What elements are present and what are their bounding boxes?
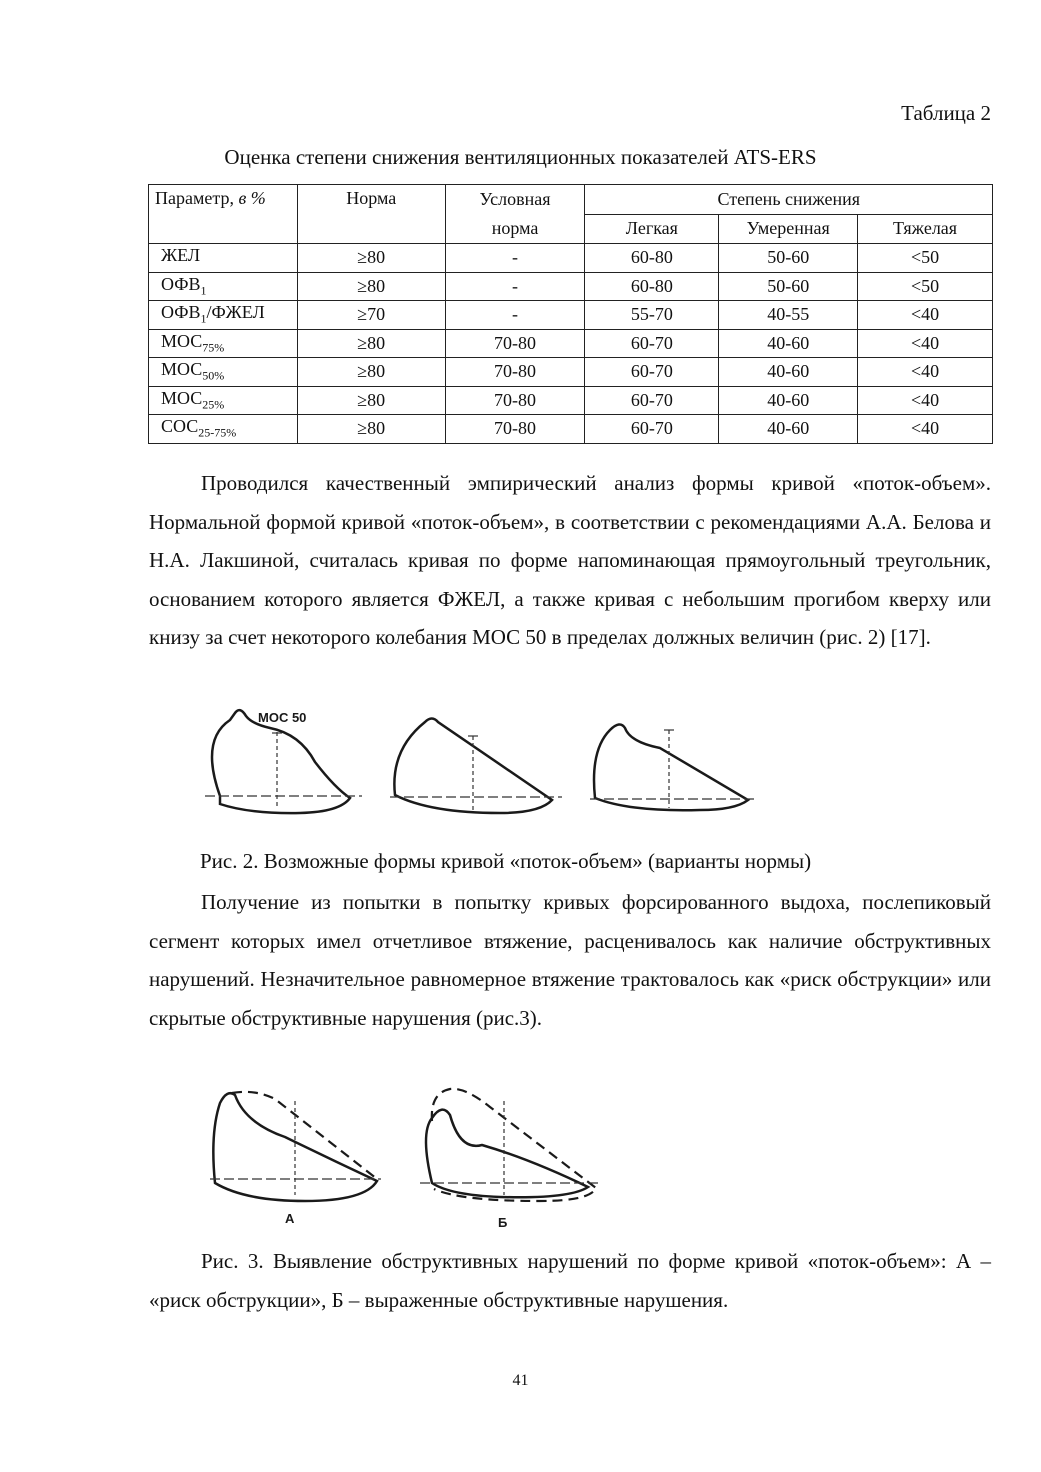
table-title: Оценка степени снижения вентиляционных показателей ATS-ERS bbox=[224, 145, 817, 169]
ventilation-table bbox=[148, 184, 993, 444]
table-label: Таблица 2 bbox=[901, 101, 991, 125]
obstructive-loop bbox=[426, 1110, 588, 1198]
figure-2-caption: Рис. 2. Возможные формы кривой «поток-объем» (варианты нормы) bbox=[200, 849, 812, 873]
header-severe: Тяжелая bbox=[858, 214, 993, 244]
cell-moderate: 40-60 bbox=[719, 329, 858, 358]
cell-param: ЖЕЛ bbox=[149, 244, 298, 273]
table-row bbox=[149, 301, 993, 330]
cell-mild: 60-70 bbox=[585, 329, 719, 358]
header-norm: Норма bbox=[297, 185, 445, 244]
flow-volume-loop-1 bbox=[212, 710, 350, 813]
cell-cond: - bbox=[445, 301, 585, 330]
cell-norm: ≥70 bbox=[297, 301, 445, 330]
cell-norm: ≥80 bbox=[297, 415, 445, 444]
curve-b bbox=[420, 1089, 598, 1230]
cell-moderate: 40-60 bbox=[719, 415, 858, 444]
header-param: Параметр, в % bbox=[149, 185, 298, 244]
cell-moderate: 50-60 bbox=[719, 272, 858, 301]
cell-norm: ≥80 bbox=[297, 244, 445, 273]
label-b: Б bbox=[498, 1215, 508, 1230]
table-row bbox=[149, 358, 993, 387]
header-conditional-norm: Условная норма bbox=[445, 185, 585, 244]
figure-3 bbox=[205, 1083, 610, 1233]
cell-cond: 70-80 bbox=[445, 358, 585, 387]
table-row bbox=[149, 329, 993, 358]
table-body bbox=[149, 244, 993, 444]
cell-mild: 60-70 bbox=[585, 415, 719, 444]
table-row bbox=[149, 415, 993, 444]
cell-norm: ≥80 bbox=[297, 329, 445, 358]
cell-param: $СОС_{25-75\%}$ bbox=[149, 415, 298, 444]
cell-mild: 60-70 bbox=[585, 386, 719, 415]
cell-severe: <40 bbox=[858, 329, 993, 358]
cell-param: $ОФВ_1$/ФЖЕЛ bbox=[149, 301, 298, 330]
cell-cond: - bbox=[445, 272, 585, 301]
table-row bbox=[149, 244, 993, 273]
curve-normal-2 bbox=[390, 719, 562, 814]
cell-cond: - bbox=[445, 244, 585, 273]
cell-mild: 60-80 bbox=[585, 272, 719, 301]
cell-moderate: 50-60 bbox=[719, 244, 858, 273]
figure-3-caption: Рис. 3. Выявление обструктивных нарушений по форме кривой «поток-объем»: А – «риск обструкции», Б – выраженные обструктивные нарушения. bbox=[149, 1249, 991, 1312]
mos50-label: МОС 50 bbox=[258, 710, 307, 725]
curve-a bbox=[210, 1092, 381, 1226]
cell-norm: ≥80 bbox=[297, 358, 445, 387]
cell-param: $МОС_{75\%}$ bbox=[149, 329, 298, 358]
cell-cond: 70-80 bbox=[445, 386, 585, 415]
cell-severe: <50 bbox=[858, 244, 993, 273]
cell-param: $МОС_{50\%}$ bbox=[149, 358, 298, 387]
cell-mild: 60-70 bbox=[585, 358, 719, 387]
curve-normal-3 bbox=[590, 724, 755, 810]
cell-cond: 70-80 bbox=[445, 329, 585, 358]
paragraph-1: Проводился качественный эмпирический анализ формы кривой «поток-объем». Нормальной формой кривой «поток-объем», в соответствии с рекомендациями А.А. Белова и Н.А. Лакшиной, считалась кривая по форме напоминающая прямоугольный треугольник, основанием которого является ФЖЕЛ, а также кривая с небольшим прогибом кверху или книзу за счет некоторого колебания МОС 50 в пределах должных величин (рис. 2) [17]. bbox=[149, 471, 991, 649]
table-row bbox=[149, 386, 993, 415]
cell-norm: ≥80 bbox=[297, 272, 445, 301]
figure-2 bbox=[190, 700, 780, 830]
table-row bbox=[149, 272, 993, 301]
cell-mild: 60-80 bbox=[585, 244, 719, 273]
cell-severe: <40 bbox=[858, 301, 993, 330]
flow-volume-loop-3 bbox=[594, 724, 748, 810]
header-degree: Степень снижения bbox=[585, 185, 993, 215]
normal-reference-dashed-a bbox=[232, 1092, 377, 1179]
cell-cond: 70-80 bbox=[445, 415, 585, 444]
cell-severe: <50 bbox=[858, 272, 993, 301]
curve-normal-1 bbox=[212, 710, 350, 813]
cell-moderate: 40-55 bbox=[719, 301, 858, 330]
label-a: А bbox=[285, 1211, 295, 1226]
header-moderate: Умеренная bbox=[719, 214, 858, 244]
cell-mild: 55-70 bbox=[585, 301, 719, 330]
cell-severe: <40 bbox=[858, 386, 993, 415]
cell-moderate: 40-60 bbox=[719, 358, 858, 387]
normal-reference-dashed-b bbox=[432, 1089, 596, 1201]
page-number: 41 bbox=[512, 1372, 529, 1389]
cell-severe: <40 bbox=[858, 358, 993, 387]
cell-norm: ≥80 bbox=[297, 386, 445, 415]
paragraph-2: Получение из попытки в попытку кривых форсированного выдоха, послепиковый сегмент которых имел отчетливое втяжение, расценивалось как наличие обструктивных нарушений. Незначительное равномерное втяжение трактовалось как «риск обструкции» или скрытые обструктивные нарушения (рис.3). bbox=[149, 890, 991, 1030]
cell-severe: <40 bbox=[858, 415, 993, 444]
cell-moderate: 40-60 bbox=[719, 386, 858, 415]
cell-param: $ОФВ_1$ bbox=[149, 272, 298, 301]
cell-param: $МОС_{25\%}$ bbox=[149, 386, 298, 415]
header-mild: Легкая bbox=[585, 214, 719, 244]
